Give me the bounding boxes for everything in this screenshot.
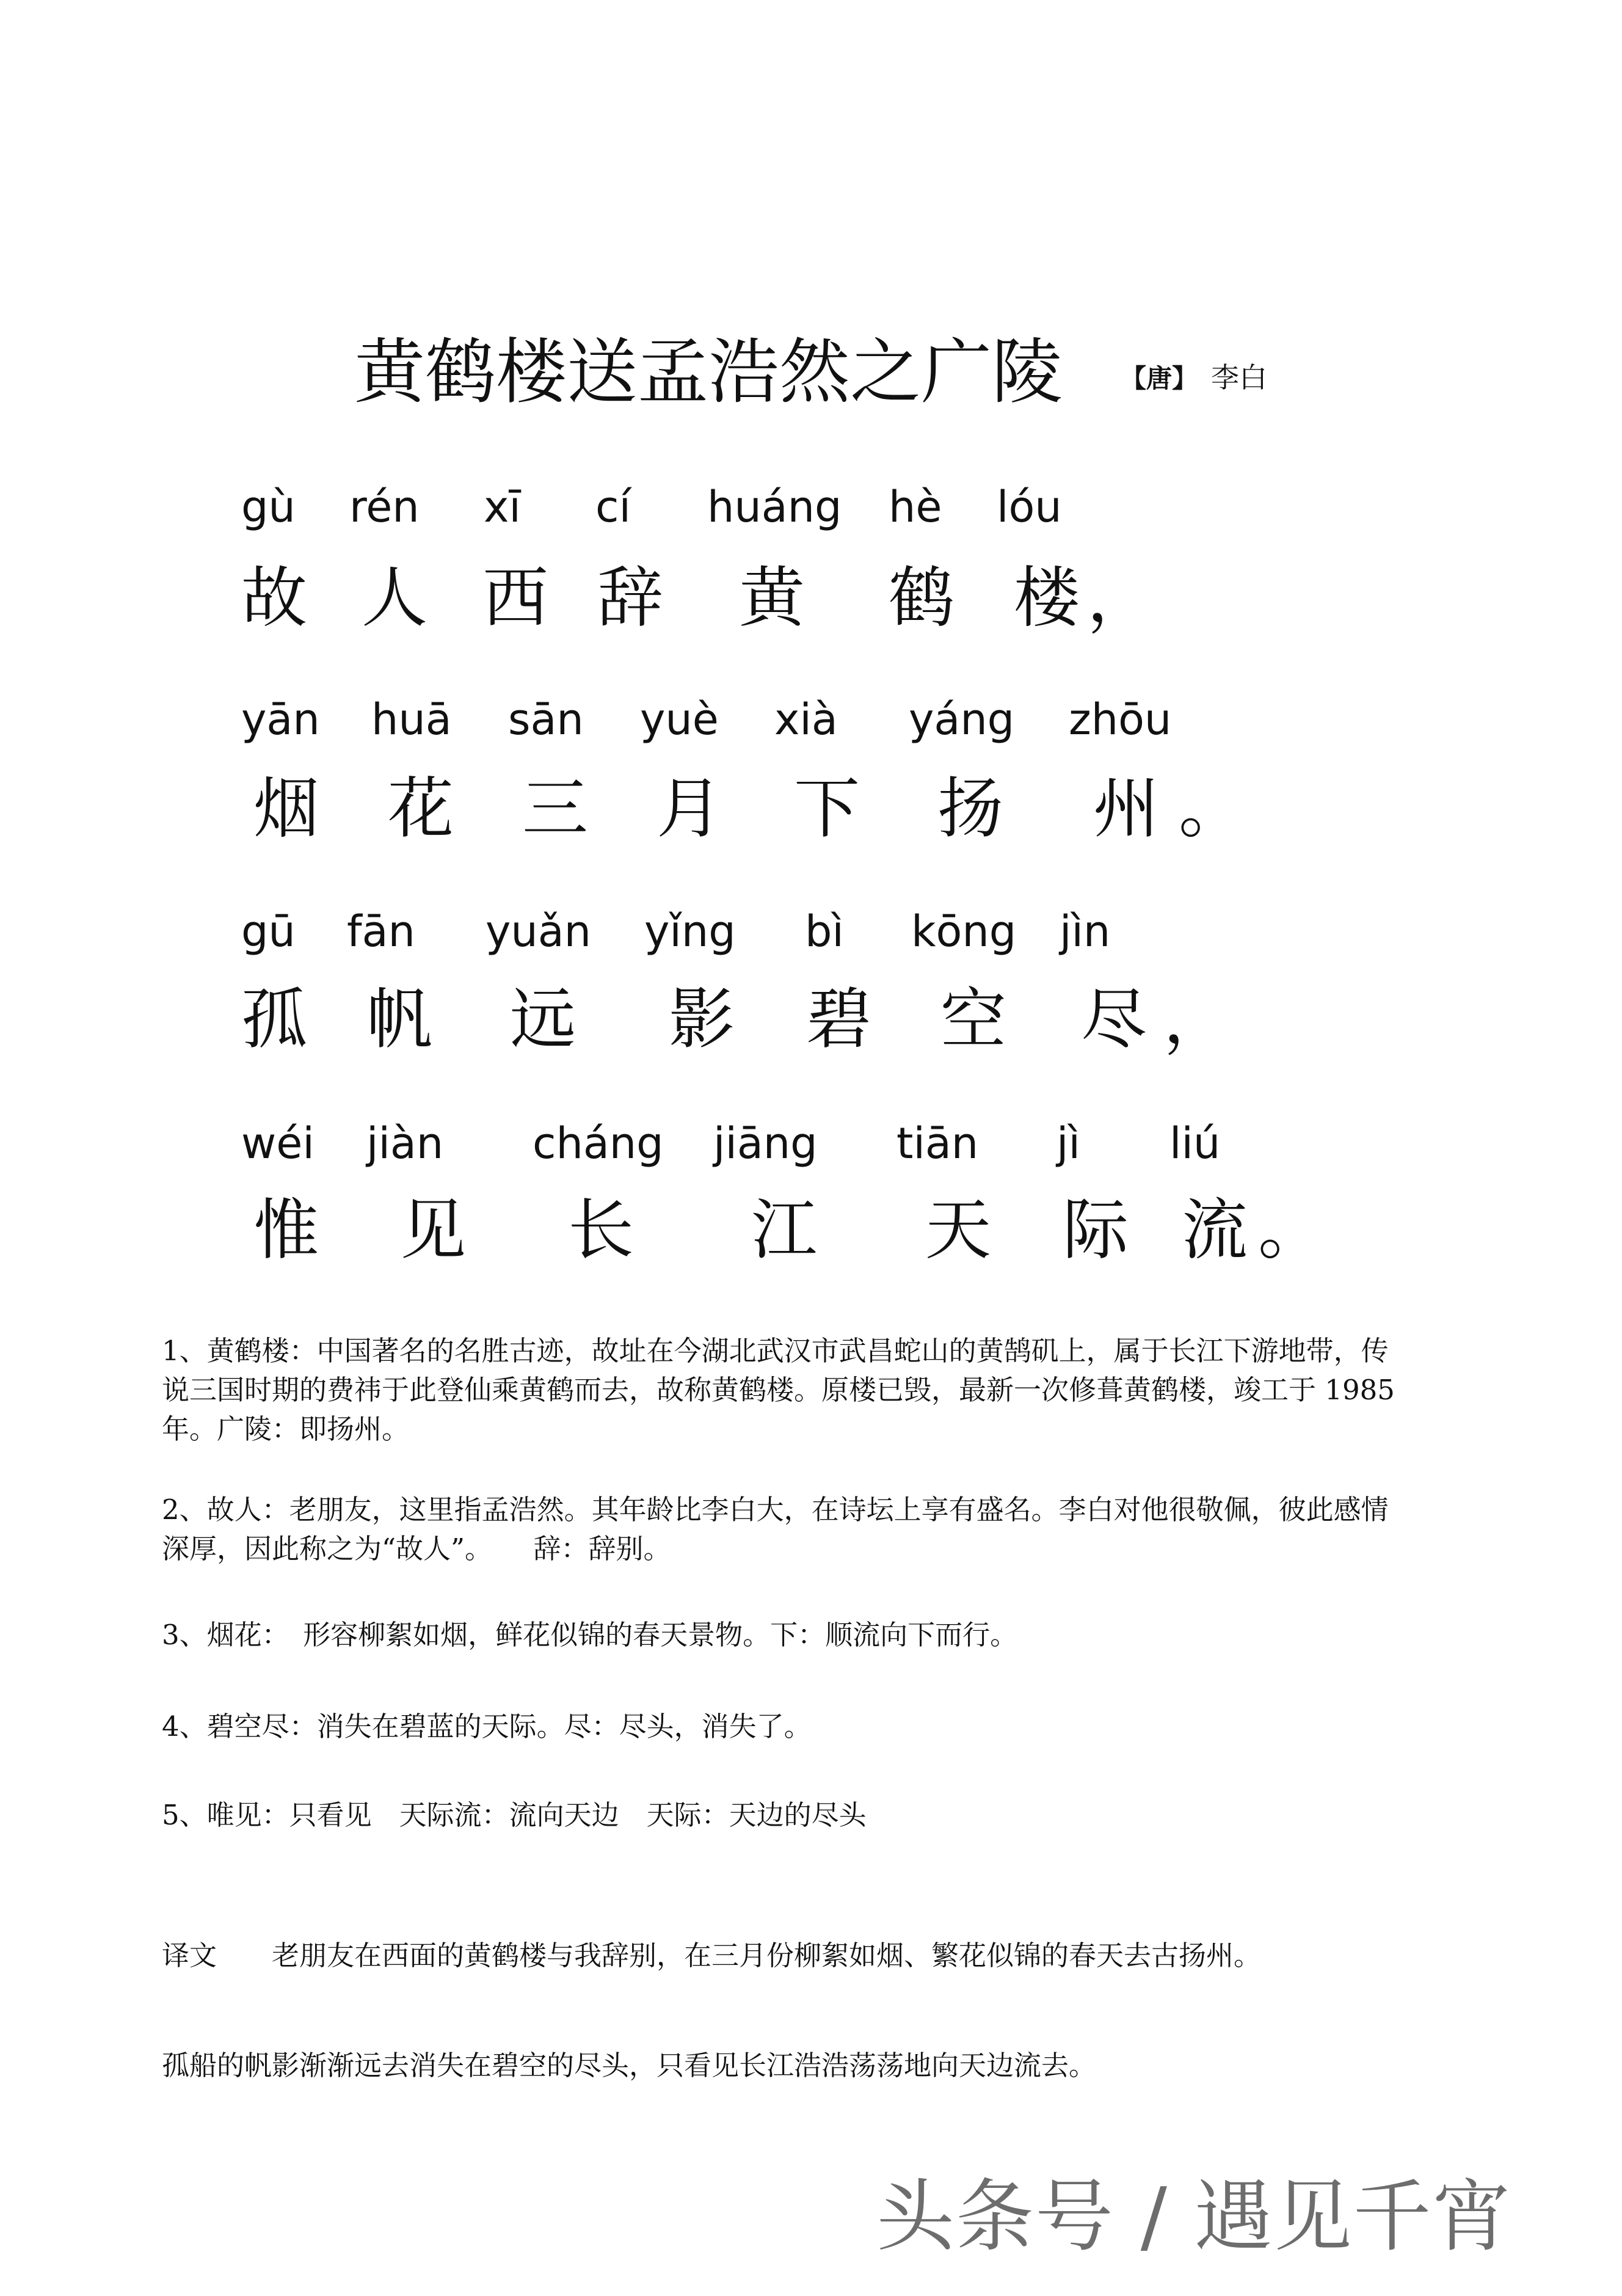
pinyin-syllable: liú bbox=[1169, 1118, 1221, 1168]
pinyin-syllable: cháng bbox=[533, 1118, 664, 1168]
pinyin-syllable: lóu bbox=[997, 482, 1062, 532]
pinyin-syllable: xī bbox=[484, 482, 521, 532]
hanzi-char: 鹤 bbox=[889, 560, 955, 636]
hanzi-char: 下 bbox=[794, 771, 860, 847]
pinyin-syllable: tiān bbox=[896, 1118, 979, 1168]
poem-title: 黄鹤楼送孟浩然之广陵 bbox=[354, 331, 1063, 414]
hanzi-char: 天 bbox=[925, 1192, 992, 1269]
hanzi-char: 际 bbox=[1063, 1192, 1129, 1269]
hanzi-punct: 。 bbox=[1179, 771, 1245, 847]
translation-line-2: 孤船的帆影渐渐远去消失在碧空的尽头，只看见长江浩浩荡荡地向天边流去。 bbox=[162, 2049, 1097, 2082]
translation-line-1 bbox=[162, 1936, 1414, 1975]
pinyin-syllable: rén bbox=[349, 482, 420, 532]
hanzi-char: 孤 bbox=[241, 982, 308, 1058]
hanzi-char: 故 bbox=[241, 560, 308, 636]
hanzi-punct: 。 bbox=[1258, 1192, 1325, 1269]
hanzi-char: 州 bbox=[1093, 771, 1160, 847]
pinyin-syllable: jìn bbox=[1060, 906, 1111, 957]
hanzi-char: 惟 bbox=[253, 1192, 320, 1269]
pinyin-syllable: wéi bbox=[241, 1118, 315, 1168]
pinyin-syllable: gù bbox=[241, 482, 296, 532]
hanzi-punct: ， bbox=[1163, 982, 1230, 1058]
pinyin-syllable: sān bbox=[508, 694, 584, 745]
hanzi-char: 江 bbox=[751, 1192, 818, 1269]
translation-text-1: 老朋友在西面的黄鹤楼与我辞别，在三月份柳絮如烟、繁花似锦的春天去古扬州。 bbox=[272, 1939, 1262, 1972]
watermark: 头条号 / 遇见千宵 bbox=[876, 2171, 1512, 2262]
hanzi-char: 影 bbox=[669, 982, 735, 1058]
pinyin-syllable: bì bbox=[805, 906, 844, 957]
pinyin-syllable: cí bbox=[595, 482, 631, 532]
pinyin-syllable: huáng bbox=[707, 482, 842, 532]
pinyin-syllable: yuè bbox=[640, 694, 719, 745]
note-3: 3、烟花： 形容柳絮如烟，鲜花似锦的春天景物。下：顺流向下而行。 bbox=[162, 1619, 1018, 1651]
hanzi-char: 空 bbox=[940, 982, 1007, 1058]
hanzi-char: 楼 bbox=[1014, 560, 1080, 636]
hanzi-char: 人 bbox=[362, 560, 428, 636]
note-1: 1、黄鹤楼：中国著名的名胜古迹，故址在今湖北武汉市武昌蛇山的黄鹄矶上，属于长江下游地带，传说三国时期的费祎于此登仙乘黄鹤而去，故称黄鹤楼。原楼已毁，最新一次修葺黄鹤楼，竣工于 1985年。广陵：即扬州。 bbox=[162, 1335, 1395, 1445]
hanzi-punct: ， bbox=[1087, 560, 1154, 636]
pinyin-syllable: jiāng bbox=[713, 1118, 818, 1168]
hanzi-char: 见 bbox=[400, 1192, 467, 1269]
poem-author: 李白 bbox=[1211, 361, 1268, 394]
hanzi-char: 长 bbox=[568, 1192, 635, 1269]
pinyin-syllable: fān bbox=[347, 906, 415, 957]
pinyin-syllable: yǐng bbox=[644, 906, 736, 957]
poem-dynasty: 【唐】 bbox=[1121, 363, 1198, 393]
hanzi-char: 尽 bbox=[1081, 982, 1147, 1058]
pinyin-syllable: kōng bbox=[911, 906, 1017, 957]
hanzi-char: 远 bbox=[510, 982, 576, 1058]
pinyin-syllable: yān bbox=[241, 694, 320, 745]
pinyin-syllable: jiàn bbox=[366, 1118, 444, 1168]
pinyin-syllable: hè bbox=[889, 482, 942, 532]
hanzi-char: 碧 bbox=[806, 982, 873, 1058]
pinyin-syllable: zhōu bbox=[1069, 694, 1172, 745]
pinyin-syllable: xià bbox=[774, 694, 838, 745]
hanzi-char: 黄 bbox=[739, 560, 806, 636]
pinyin-syllable: yáng bbox=[909, 694, 1015, 745]
hanzi-char: 流 bbox=[1182, 1192, 1248, 1269]
note-2: 2、故人：老朋友，这里指孟浩然。其年龄比李白大，在诗坛上享有盛名。李白对他很敬佩，彼此感情深厚，因此称之为“故人”。 辞：辞别。 bbox=[162, 1493, 1389, 1565]
hanzi-char: 帆 bbox=[366, 982, 433, 1058]
hanzi-char: 西 bbox=[482, 560, 549, 636]
poem-byline bbox=[1121, 359, 1267, 397]
hanzi-char: 扬 bbox=[937, 771, 1004, 847]
hanzi-char: 月 bbox=[656, 771, 723, 847]
translation-label: 译文 bbox=[162, 1939, 217, 1972]
pinyin-syllable: jì bbox=[1056, 1118, 1080, 1168]
hanzi-char: 烟 bbox=[253, 771, 320, 847]
hanzi-char: 辞 bbox=[597, 560, 664, 636]
pinyin-syllable: gū bbox=[241, 906, 296, 957]
pinyin-syllable: yuǎn bbox=[486, 906, 592, 957]
note-4: 4、碧空尽：消失在碧蓝的天际。尽：尽头，消失了。 bbox=[162, 1710, 812, 1743]
hanzi-char: 花 bbox=[388, 771, 454, 847]
note-5: 5、唯见：只看见 天际流：流向天边 天际：天边的尽头 bbox=[162, 1799, 867, 1831]
pinyin-syllable: huā bbox=[371, 694, 452, 745]
hanzi-char: 三 bbox=[522, 771, 589, 847]
